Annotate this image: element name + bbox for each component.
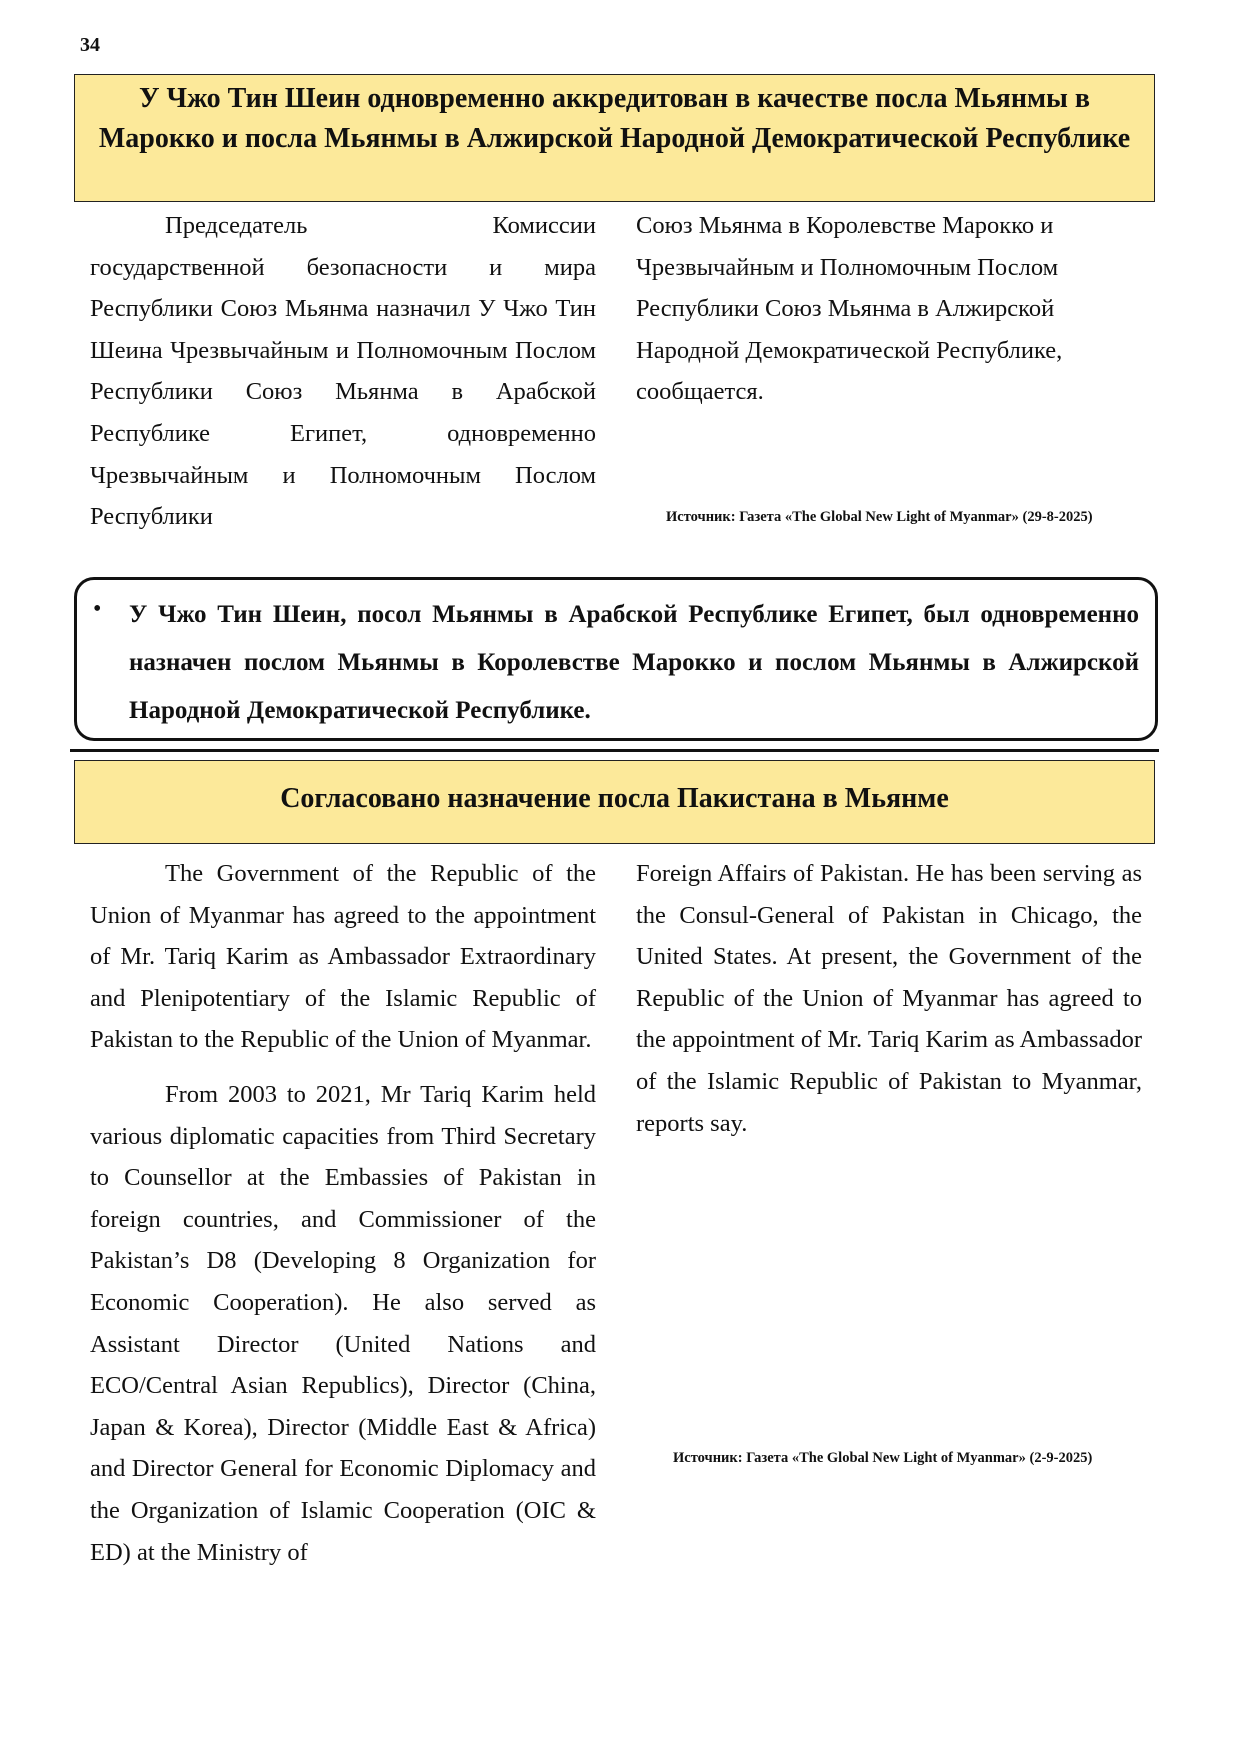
- article-right-column: [636, 853, 1142, 1144]
- article-right-column: [636, 205, 1142, 413]
- summary-box: [74, 577, 1158, 741]
- paragraph: Председатель Комиссии государственной безопасности и мира Республики Союз Мьянма назначил У Чжо Тин Шеина Чрезвычайным и Полномочным Послом Республики Союз Мьянма в Арабской Республике Египет, одновременно Чрезвычайным и Полномочным Послом Республики: [90, 212, 596, 531]
- paragraph: Foreign Affairs of Pakistan. He has been serving as the Consul-General of Pakistan in Chicago, the United States. At present, the Government of the Republic of the Union of Myanmar has agreed to the appointment of Mr. Tariq Karim as Ambassador of the Islamic Republic of Pakistan to Myanmar, reports say.: [636, 860, 1142, 1137]
- paragraph: From 2003 to 2021, Mr Tariq Karim held various diplomatic capacities from Third Secretary to Counsellor at the Embassies of Pakistan in foreign countries, and Commissioner of the Pakistan’s D8 (Developing 8 Organization for Economic Cooperation). He also served as Assistant Director (United Nations and ECO/Central Asian Republics), Director (China, Japan & Korea), Director (Middle East & Africa) and Director General for Economic Diplomacy and the Organization of Islamic Cooperation (OIC & ED) at the Ministry of: [90, 1080, 596, 1566]
- summary-text: У Чжо Тин Шеин, посол Мьянмы в Арабской Республике Египет, был одновременно назначен послом Мьянмы в Королевстве Марокко и послом Мьянмы в Алжирской Народной Демократической Республике.: [129, 601, 1139, 724]
- section-divider: [70, 749, 1159, 752]
- article-title: Согласовано назначение посла Пакистана в Мьянме: [74, 760, 1155, 844]
- article-left-column: [90, 205, 596, 538]
- article-title: У Чжо Тин Шеин одновременно аккредитован в качестве посла Мьянмы в Марокко и посла Мьянмы в Алжирской Народной Демократической Республике: [74, 74, 1155, 202]
- bullet-icon: •: [93, 596, 102, 622]
- source-citation: Источник: Газета «The Global New Light of Myanmar» (29-8-2025): [666, 509, 1093, 525]
- paragraph: Союз Мьянма в Королевстве Марокко и Чрезвычайным и Полномочным Послом Республики Союз Мьянма в Алжирской Народной Демократической Республике, сообщается.: [636, 212, 1063, 406]
- article-left-column: [90, 853, 596, 1573]
- source-citation: Источник: Газета «The Global New Light of Myanmar» (2-9-2025): [673, 1450, 1093, 1466]
- page-number: 34: [80, 34, 100, 56]
- paragraph: The Government of the Republic of the Union of Myanmar has agreed to the appointment of Mr. Tariq Karim as Ambassador Extraordinary and Plenipotentiary of the Islamic Republic of Pakistan to the Republic of the Union of Myanmar.: [90, 860, 596, 1054]
